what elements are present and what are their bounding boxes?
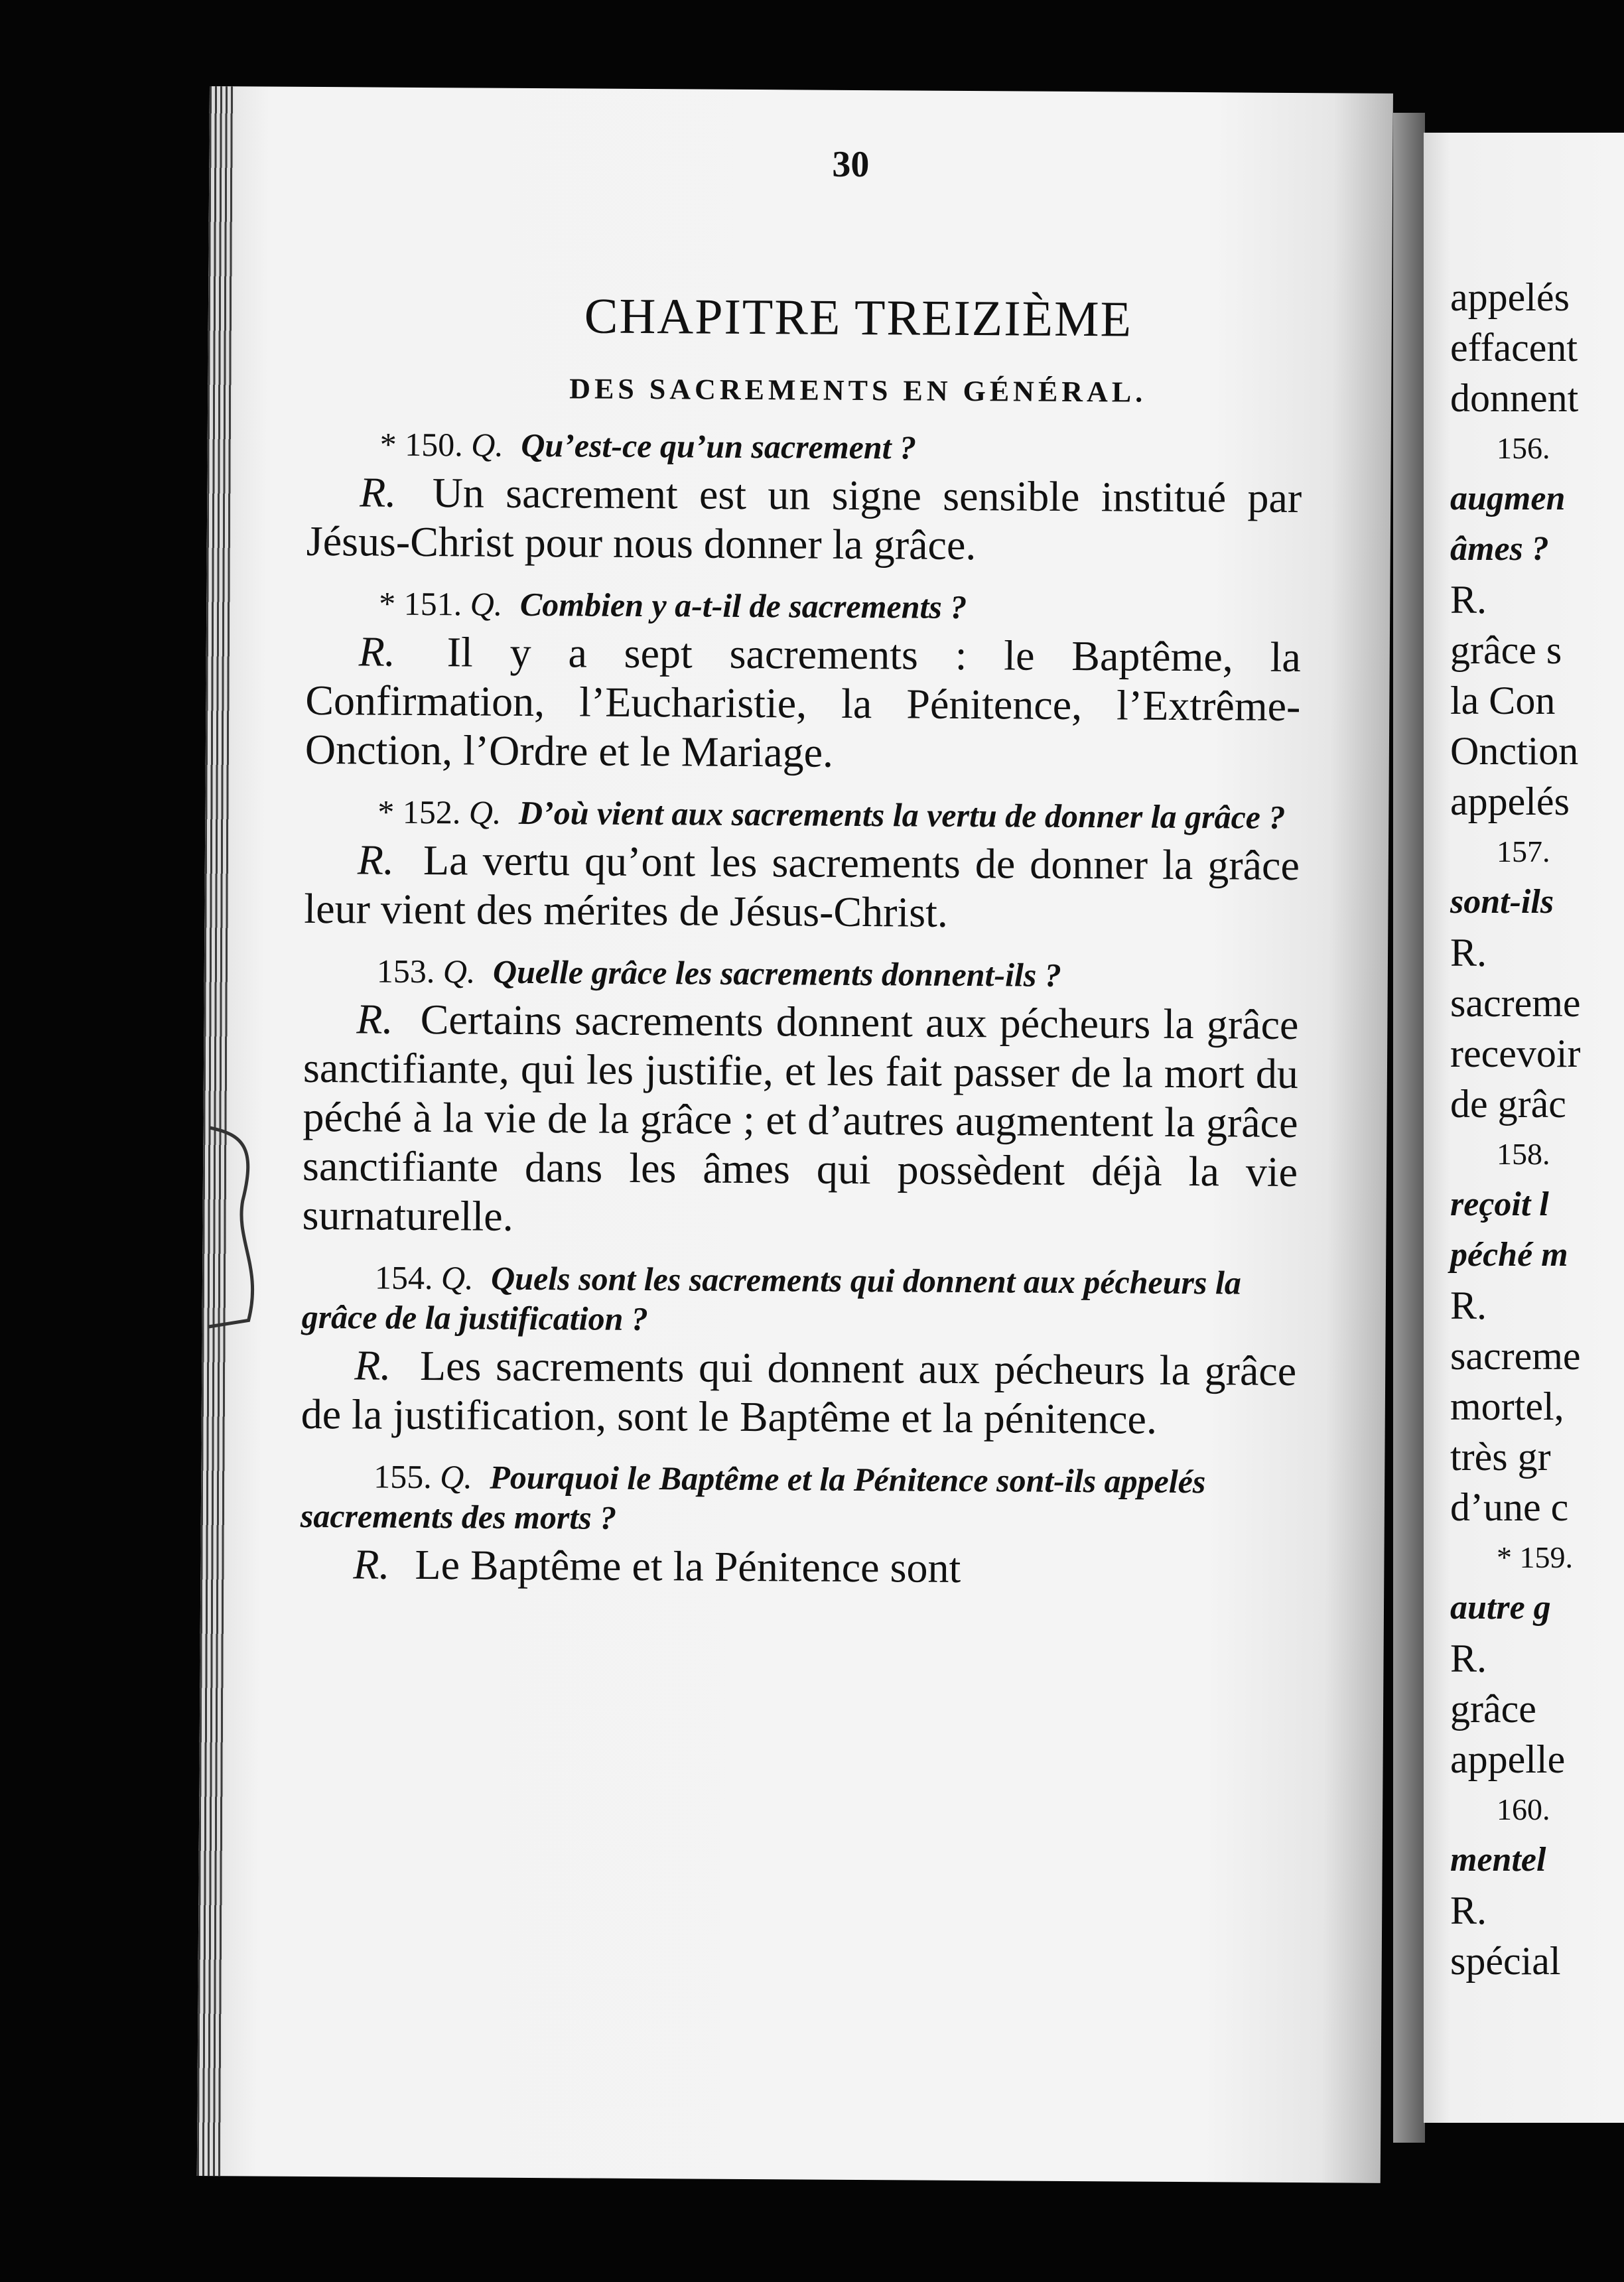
question-label: Q. [440,1259,474,1297]
question-text: Combien y a-t-il de sacrements ? [519,585,967,626]
pencil-mark-bracket [202,1121,283,1334]
facing-page-line: sacreme [1450,1334,1581,1378]
question-text: D’où vient aux sacrements la vertu de donner la grâce ? [518,793,1286,836]
answer-label: R. [357,836,395,884]
question-number: * 151. [379,584,462,623]
left-page [197,86,1393,2183]
question-number: * 150. [379,425,463,464]
answer-text: Les sacrements qui donnent aux pécheurs la grâce de la justification, sont le Baptême et la pénitence. [301,1341,1297,1443]
answer-label: R. [354,1341,391,1389]
facing-page-line: Onction [1450,729,1579,773]
facing-page-line: âmes ? [1450,530,1549,568]
facing-page-line: 157. [1497,835,1550,868]
facing-page-line: recevoir [1450,1032,1581,1075]
answer [305,627,1301,780]
facing-page-line: appelle [1450,1737,1566,1781]
question-label: Q. [470,585,503,623]
facing-page-line: augmen [1450,480,1566,517]
facing-page-line: mentel [1450,1841,1546,1879]
answer-text: Certains sacrements donnent aux pécheurs la grâce sanctifiante, qui les justifie, et les fait passer de la mort du péché à la vie de la grâce ; et d’autres augmentent la grâce sanctifiante dans les âmes qui possèdent déjà la vie surnaturelle. [302,995,1299,1240]
facing-page-line: grâce [1450,1687,1536,1731]
facing-page-line: appelés [1450,275,1570,319]
qa-152 [304,791,1300,939]
question-text: Pourquoi le Baptême et la Pénitence sont-ils appelés sacrements des morts ? [300,1458,1206,1536]
facing-page-line: effacent [1450,326,1578,369]
qa-150 [306,424,1302,572]
facing-page-line: autre g [1450,1589,1551,1627]
question-label: Q. [468,793,502,831]
facing-page-line: de grâc [1450,1082,1566,1126]
answer-text: Le Baptême et la Pénitence sont [415,1540,961,1591]
answer-label: R. [360,468,397,516]
question [306,583,1301,629]
page-content [300,286,1303,1612]
facing-page-line: grâce s [1450,628,1562,672]
question-label: Q. [471,426,504,464]
answer-label: R. [358,628,396,675]
question [307,424,1302,470]
section-title: DES SACREMENTS EN GÉNÉRAL. [569,372,1147,409]
answer [300,1540,1295,1595]
facing-page-text [1450,272,1581,1986]
facing-page-line: R. [1450,1889,1487,1932]
qa-153 [302,951,1299,1246]
facing-page-line: reçoit l [1450,1185,1549,1223]
question-number: 155. [373,1457,432,1496]
answer [306,468,1302,572]
facing-page-line: la Con [1450,679,1556,722]
answer-text: La vertu qu’ont les sacrements de donner la grâce leur vient des mérites de Jésus-Christ. [304,836,1300,936]
answer [301,1341,1297,1445]
question [304,951,1299,996]
question [301,1456,1296,1542]
facing-page-line: sacreme [1450,981,1581,1025]
answer-label: R. [356,995,393,1043]
question-number: 153. [376,952,435,990]
qa-154 [301,1257,1298,1445]
facing-page-line: R. [1450,578,1487,622]
question-label: Q. [442,953,476,990]
question-number: 154. [374,1258,433,1297]
facing-page-line: sont-ils [1450,883,1554,921]
facing-page-line: * 159. [1497,1540,1573,1574]
answer-text: Un sacrement est un signe sensible institué par Jésus-Christ pour nous donner la grâce. [306,469,1302,569]
answer [302,994,1298,1246]
facing-page-line: d’une c [1450,1485,1569,1529]
question-number: * 152. [377,793,461,831]
question-text: Quelle grâce les sacrements donnent-ils ? [492,953,1062,994]
facing-page-line: 156. [1497,431,1550,465]
chapter-title: CHAPITRE TREIZIÈME [584,288,1133,348]
answer [304,835,1300,939]
facing-page-line: très gr [1450,1435,1551,1479]
question-text: Qu’est-ce qu’un sacrement ? [521,426,917,466]
answer-text: Il y a sept sacrements : le Baptême, la Confirmation, l’Eucharistie, la Pénitence, l’Extrême-Onction, l’Ordre et le Mariage. [304,628,1302,776]
page-number: 30 [832,143,870,186]
facing-page-line: péché m [1450,1236,1568,1274]
facing-page-line: appelés [1450,779,1570,823]
facing-page [1424,133,1624,2123]
facing-page-line: R. [1450,1637,1487,1680]
qa-155 [300,1456,1296,1595]
answer-label: R. [353,1540,390,1588]
qa-151 [305,583,1302,780]
facing-page-line: spécial [1450,1939,1561,1983]
facing-page-line: 158. [1497,1137,1550,1171]
book-gutter [1393,113,1425,2143]
facing-page-line: 160. [1497,1792,1550,1826]
facing-page-line: R. [1450,931,1487,974]
question-text: Quels sont les sacrements qui donnent aux pécheurs la grâce de la justification ? [301,1259,1242,1338]
question [304,791,1300,837]
facing-page-line: mortel, [1450,1384,1564,1428]
question [301,1257,1297,1343]
facing-page-line: R. [1450,1284,1487,1327]
question-label: Q. [440,1458,472,1496]
facing-page-line: donnent [1450,376,1579,420]
